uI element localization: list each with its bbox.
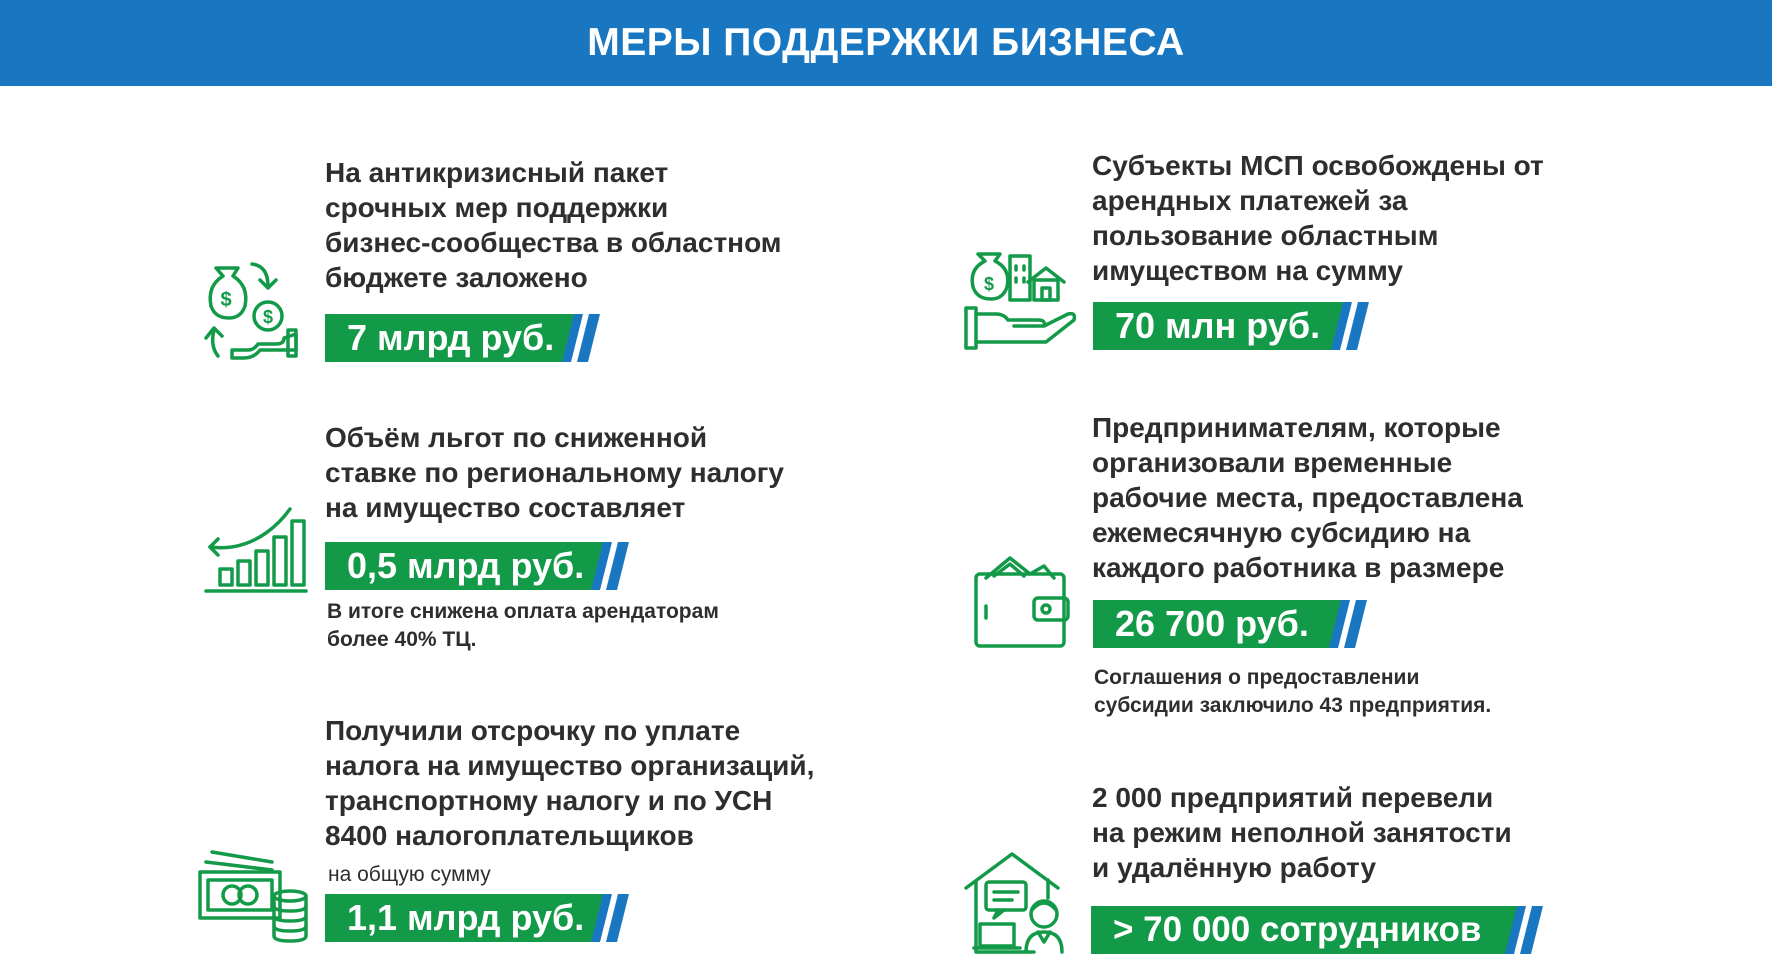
property-in-hand-icon (964, 246, 1076, 356)
item-text: Объём льгот по сниженной ставке по региональному налогу на имущество составляет (325, 422, 784, 523)
item-note: В итоге снижена оплата арендаторам более 40% ТЦ. (327, 600, 719, 651)
remote-work-icon (962, 848, 1070, 956)
amount-prefix: на общую сумму (328, 863, 491, 886)
value-text: 26 700 руб. (1115, 603, 1309, 644)
value-badge (325, 894, 609, 942)
item-text: Предпринимателям, которые организовали временные рабочие места, предоставлена ежемесячную субсидию на каждого работника в размере (1092, 412, 1523, 583)
value-text: 0,5 млрд руб. (347, 545, 585, 586)
item-note: Соглашения о предоставлении субсидии заключило 43 предприятия. (1094, 666, 1492, 717)
svg-text:$: $ (262, 307, 274, 327)
money-exchange-icon (202, 258, 312, 368)
value-text: 70 млн руб. (1115, 305, 1321, 346)
page-title: МЕРЫ ПОДДЕРЖКИ БИЗНЕСА (587, 21, 1185, 64)
wallet-icon (972, 554, 1072, 654)
value-text: 7 млрд руб. (347, 317, 555, 358)
item-text: Субъекты МСП освобождены от арендных платежей за пользование областным имуществом на сумму (1092, 150, 1544, 286)
svg-text:$: $ (983, 274, 995, 294)
svg-text:$: $ (220, 289, 232, 311)
cash-coins-icon (196, 838, 312, 950)
value-badge (325, 314, 580, 362)
value-badge (1093, 600, 1347, 648)
value-text: > 70 000 сотрудников (1113, 910, 1482, 949)
value-text: 1,1 млрд руб. (347, 897, 585, 938)
header-banner (0, 0, 1772, 86)
item-text: 2 000 предприятий перевели на режим неполной занятости и удалённую работу (1092, 782, 1512, 883)
value-badge (1093, 302, 1349, 350)
item-text: Получили отсрочку по уплате налога на имущество организаций, транспортному налогу и по УСН 8400 налогоплательщиков (325, 715, 815, 851)
value-badge (325, 542, 609, 590)
growth-chart-icon (204, 503, 308, 595)
value-badge (1091, 906, 1523, 954)
item-text: На антикризисный пакет срочных мер поддержки бизнес-сообщества в областном бюджете заложено (325, 157, 782, 293)
